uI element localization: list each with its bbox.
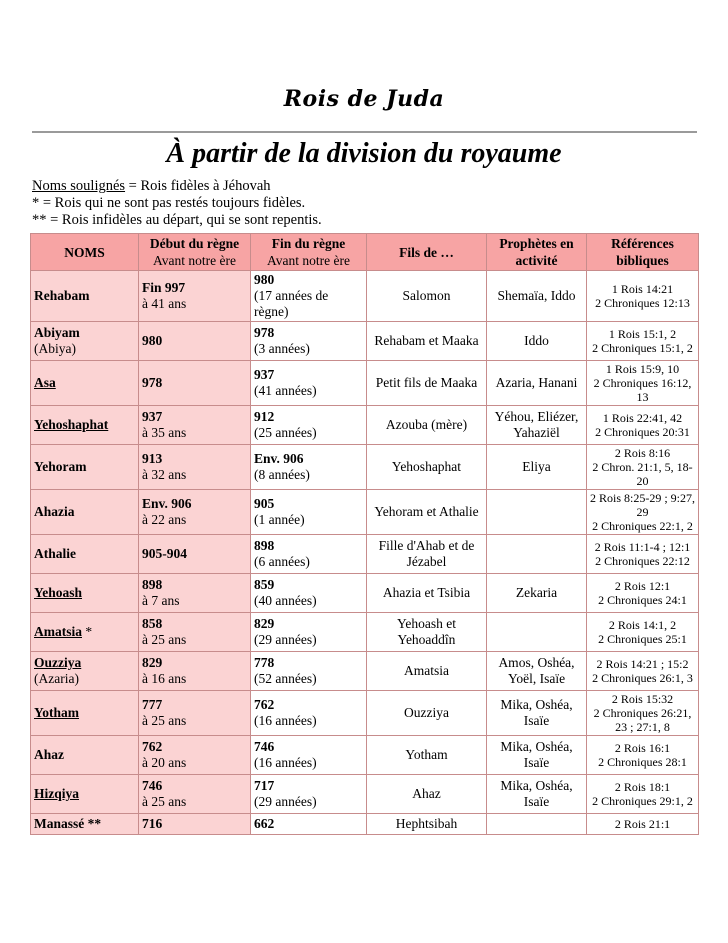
reign-end-cell	[251, 445, 367, 490]
references-text: 2 Rois 12:1 2 Chroniques 24:1	[598, 579, 687, 607]
parent-cell	[367, 406, 487, 445]
reign-start-cell	[139, 814, 251, 835]
references-cell	[587, 574, 699, 613]
legend-line-not-always-faithful: * = Rois qui ne sont pas restés toujours fidèles.	[32, 195, 306, 211]
reign-end-year: 978	[254, 325, 275, 340]
references-cell	[587, 490, 699, 535]
prophets-text: Iddo	[524, 333, 549, 348]
king-name-cell	[31, 652, 139, 691]
references-cell	[587, 445, 699, 490]
reign-duration: (8 années)	[254, 467, 310, 482]
prophets-cell	[487, 406, 587, 445]
parent-cell	[367, 361, 487, 406]
col-header-fin	[251, 234, 367, 271]
reign-start-cell	[139, 406, 251, 445]
reign-start-cell	[139, 775, 251, 814]
references-text: 1 Rois 22:41, 42 2 Chroniques 20:31	[595, 411, 690, 439]
prophets-text: Zekaria	[515, 585, 558, 600]
reign-end-year: 762	[254, 697, 275, 712]
table-row	[31, 406, 699, 445]
table-row	[31, 361, 699, 406]
reign-end-cell	[251, 361, 367, 406]
king-name: Ouzziya	[34, 655, 82, 670]
col-header-debut-title: Début du règne	[149, 236, 240, 251]
references-cell	[587, 613, 699, 652]
reign-end-year: 662	[254, 816, 275, 831]
king-name-alt: (Abiya)	[34, 341, 76, 356]
references-cell	[587, 691, 699, 736]
king-name-cell	[31, 406, 139, 445]
reign-duration: (29 années)	[254, 794, 317, 809]
reign-start-year: 746	[142, 778, 163, 793]
parent-cell	[367, 775, 487, 814]
references-text: 2 Rois 14:21 ; 15:2 2 Chroniques 26:1, 3	[592, 657, 693, 685]
references-cell	[587, 775, 699, 814]
prophets-cell	[487, 574, 587, 613]
king-name: Rehabam	[34, 288, 90, 303]
col-header-debut-sub: Avant notre ère	[153, 253, 236, 268]
reign-start-cell	[139, 271, 251, 322]
reign-start-age: à 35 ans	[142, 425, 187, 440]
king-name-cell	[31, 490, 139, 535]
parent-cell	[367, 574, 487, 613]
king-name: Yehoshaphat	[34, 417, 109, 432]
parent-cell	[367, 535, 487, 574]
reign-start-age: à 16 ans	[142, 671, 187, 686]
reign-end-year: Env. 906	[254, 451, 304, 466]
prophets-cell	[487, 814, 587, 835]
parent-text: Yotham	[405, 747, 448, 762]
references-text: 1 Rois 15:9, 10 2 Chroniques 16:12, 13	[593, 362, 692, 404]
reign-start-year: 829	[142, 655, 163, 670]
document-title: Rois de Juda	[283, 86, 445, 112]
table-row	[31, 814, 699, 835]
reign-start-year: 762	[142, 739, 163, 754]
reign-end-cell	[251, 490, 367, 535]
reign-start-year: 937	[142, 409, 163, 424]
references-text: 2 Rois 18:1 2 Chroniques 29:1, 2	[592, 780, 693, 808]
reign-duration: (3 années)	[254, 341, 310, 356]
table-header-row	[31, 234, 699, 271]
reign-end-cell	[251, 271, 367, 322]
prophets-cell	[487, 445, 587, 490]
king-name-cell	[31, 445, 139, 490]
prophets-text: Mika, Oshéa, Isaïe	[500, 697, 573, 728]
reign-duration: (41 années)	[254, 383, 317, 398]
reign-start-year: 978	[142, 375, 163, 390]
prophets-cell	[487, 775, 587, 814]
references-text: 2 Rois 11:1-4 ; 12:1 2 Chroniques 22:12	[594, 540, 691, 568]
reign-start-year: 858	[142, 616, 163, 631]
reign-start-age: à 41 ans	[142, 296, 187, 311]
reign-start-age: à 25 ans	[142, 632, 187, 647]
reign-start-year: Env. 906	[142, 496, 192, 511]
reign-end-cell	[251, 736, 367, 775]
king-name: Manassé **	[34, 816, 102, 831]
reign-end-year: 980	[254, 272, 275, 287]
parent-cell	[367, 322, 487, 361]
reign-start-age: à 7 ans	[142, 593, 180, 608]
prophets-cell	[487, 322, 587, 361]
table-row	[31, 490, 699, 535]
reign-start-cell	[139, 574, 251, 613]
parent-text: Petit fils de Maaka	[375, 375, 478, 390]
reign-end-cell	[251, 406, 367, 445]
references-text: 2 Rois 15:32 2 Chroniques 26:21, 23 ; 27:1, 8	[593, 692, 692, 734]
reign-start-age: à 20 ans	[142, 755, 187, 770]
reign-start-cell	[139, 535, 251, 574]
references-text: 2 Rois 14:1, 2 2 Chroniques 25:1	[598, 618, 687, 646]
reign-end-cell	[251, 775, 367, 814]
title-divider	[32, 131, 697, 133]
reign-start-age: à 22 ans	[142, 512, 187, 527]
col-header-prophetes-line2: activité	[515, 253, 558, 268]
references-text: 2 Rois 8:16 2 Chron. 21:1, 5, 18-20	[592, 446, 693, 488]
reign-start-year: 777	[142, 697, 163, 712]
references-text: 2 Rois 16:1 2 Chroniques 28:1	[598, 741, 687, 769]
reign-end-cell	[251, 322, 367, 361]
reign-end-cell	[251, 574, 367, 613]
prophets-cell	[487, 271, 587, 322]
col-header-references-line1: Références	[611, 236, 674, 251]
table-row	[31, 775, 699, 814]
reign-start-age: à 25 ans	[142, 713, 187, 728]
king-name-cell	[31, 775, 139, 814]
legend-line-faithful	[32, 178, 322, 195]
reign-duration: (25 années)	[254, 425, 317, 440]
references-cell	[587, 322, 699, 361]
parent-text: Ahazia et Tsibia	[382, 585, 471, 600]
parent-text: Yehoram et Athalie	[374, 504, 479, 519]
reign-end-cell	[251, 814, 367, 835]
reign-end-year: 937	[254, 367, 275, 382]
col-header-references-line2: bibliques	[616, 253, 669, 268]
king-name-cell	[31, 613, 139, 652]
prophets-cell	[487, 736, 587, 775]
reign-start-cell	[139, 490, 251, 535]
parent-cell	[367, 613, 487, 652]
table-row	[31, 445, 699, 490]
king-name: Ahazia	[34, 504, 75, 519]
king-name-cell	[31, 691, 139, 736]
parent-text: Amatsia	[404, 663, 449, 678]
king-name-cell	[31, 736, 139, 775]
col-header-references	[587, 234, 699, 271]
table-row	[31, 574, 699, 613]
parent-text: Hephtsibah	[395, 816, 458, 831]
parent-text: Azouba (mère)	[385, 417, 468, 432]
reign-end-year: 912	[254, 409, 275, 424]
prophets-cell	[487, 490, 587, 535]
king-name: Abiyam	[34, 325, 80, 340]
references-cell	[587, 652, 699, 691]
reign-start-year: 716	[142, 816, 163, 831]
king-name: Ahaz	[34, 747, 64, 762]
reign-start-cell	[139, 322, 251, 361]
king-name: Yehoash	[34, 585, 83, 600]
reign-duration: (6 années)	[254, 554, 310, 569]
parent-text: Ahaz	[412, 786, 441, 801]
table-row	[31, 535, 699, 574]
parent-text: Fille d'Ahab et de Jézabel	[378, 538, 475, 569]
legend-faithful-text: = Rois fidèles à Jéhovah	[125, 178, 271, 194]
prophets-text: Mika, Oshéa, Isaïe	[500, 778, 573, 809]
reign-start-cell	[139, 652, 251, 691]
king-name-cell	[31, 814, 139, 835]
parent-text: Yehoash et Yehoaddîn	[396, 616, 456, 647]
reign-end-cell	[251, 652, 367, 691]
reign-end-year: 905	[254, 496, 275, 511]
col-header-prophetes	[487, 234, 587, 271]
king-name: Yehoram	[34, 459, 87, 474]
prophets-cell	[487, 691, 587, 736]
reign-end-year: 859	[254, 577, 275, 592]
references-text: 2 Rois 21:1	[614, 817, 671, 831]
reign-end-year: 898	[254, 538, 275, 553]
references-text: 1 Rois 14:21 2 Chroniques 12:13	[595, 282, 690, 310]
king-name: Hizqiya	[34, 786, 80, 801]
references-cell	[587, 814, 699, 835]
references-cell	[587, 535, 699, 574]
col-header-fils: Fils de …	[367, 234, 487, 271]
king-name-mark: *	[82, 624, 93, 639]
reign-duration: (52 années)	[254, 671, 317, 686]
references-cell	[587, 361, 699, 406]
reign-end-year: 778	[254, 655, 275, 670]
parent-cell	[367, 736, 487, 775]
reign-start-cell	[139, 361, 251, 406]
table-row	[31, 652, 699, 691]
prophets-text: Eliya	[522, 459, 551, 474]
reign-start-age: à 32 ans	[142, 467, 187, 482]
prophets-text: Azaria, Hanani	[495, 375, 578, 390]
king-name-cell	[31, 361, 139, 406]
legend	[32, 178, 322, 229]
references-cell	[587, 406, 699, 445]
parent-cell	[367, 691, 487, 736]
table-row	[31, 613, 699, 652]
reign-start-cell	[139, 736, 251, 775]
king-name-cell	[31, 322, 139, 361]
references-cell	[587, 736, 699, 775]
table-row	[31, 736, 699, 775]
reign-start-year: 913	[142, 451, 163, 466]
reign-end-year: 746	[254, 739, 275, 754]
parent-cell	[367, 490, 487, 535]
reign-start-year: 980	[142, 333, 163, 348]
reign-end-cell	[251, 691, 367, 736]
prophets-text: Amos, Oshéa, Yoël, Isaïe	[498, 655, 575, 686]
parent-cell	[367, 652, 487, 691]
col-header-debut	[139, 234, 251, 271]
reign-duration: (40 années)	[254, 593, 317, 608]
table-row	[31, 691, 699, 736]
reign-duration: (17 années de règne)	[254, 288, 329, 319]
reign-end-year: 829	[254, 616, 275, 631]
prophets-text: Yéhou, Eliézer, Yahaziël	[494, 409, 579, 440]
reign-duration: (1 année)	[254, 512, 305, 527]
reign-duration: (16 années)	[254, 755, 317, 770]
prophets-text: Mika, Oshéa, Isaïe	[500, 739, 573, 770]
col-header-prophetes-line1: Prophètes en	[499, 236, 574, 251]
king-name: Yotham	[34, 705, 80, 720]
parent-text: Rehabam et Maaka	[374, 333, 479, 348]
parent-cell	[367, 445, 487, 490]
reign-start-cell	[139, 613, 251, 652]
references-text: 1 Rois 15:1, 2 2 Chroniques 15:1, 2	[592, 327, 693, 355]
reign-start-cell	[139, 445, 251, 490]
parent-cell	[367, 271, 487, 322]
reign-end-cell	[251, 535, 367, 574]
parent-cell	[367, 814, 487, 835]
prophets-cell	[487, 613, 587, 652]
reign-start-age: à 25 ans	[142, 794, 187, 809]
reign-end-year: 717	[254, 778, 275, 793]
king-name-cell	[31, 574, 139, 613]
parent-text: Salomon	[402, 288, 451, 303]
reign-start-year: 905-904	[142, 546, 187, 561]
reign-end-cell	[251, 613, 367, 652]
col-header-fin-title: Fin du règne	[271, 236, 346, 251]
king-name-cell	[31, 535, 139, 574]
table-row	[31, 322, 699, 361]
kings-table	[30, 233, 699, 835]
col-header-fin-sub: Avant notre ère	[267, 253, 350, 268]
legend-term-underlined: Noms soulignés	[32, 178, 126, 194]
prophets-text: Shemaïa, Iddo	[497, 288, 576, 303]
col-header-noms: NOMS	[31, 234, 139, 271]
prophets-cell	[487, 535, 587, 574]
king-name-cell	[31, 271, 139, 322]
table-row	[31, 271, 699, 322]
prophets-cell	[487, 652, 587, 691]
references-cell	[587, 271, 699, 322]
parent-text: Ouzziya	[404, 705, 449, 720]
parent-text: Yehoshaphat	[391, 459, 462, 474]
references-text: 2 Rois 8:25-29 ; 9:27, 29 2 Chroniques 22:1, 2	[590, 491, 696, 533]
reign-start-cell	[139, 691, 251, 736]
king-name: Athalie	[34, 546, 76, 561]
document-subtitle: À partir de la division du royaume	[166, 138, 562, 169]
reign-start-year: Fin 997	[142, 280, 186, 295]
prophets-cell	[487, 361, 587, 406]
legend-line-repented: ** = Rois infidèles au départ, qui se sont repentis.	[32, 212, 322, 228]
king-name: Amatsia	[34, 624, 82, 639]
reign-start-year: 898	[142, 577, 163, 592]
reign-duration: (16 années)	[254, 713, 317, 728]
reign-duration: (29 années)	[254, 632, 317, 647]
king-name: Asa	[34, 375, 56, 390]
king-name-alt: (Azaria)	[34, 671, 79, 686]
